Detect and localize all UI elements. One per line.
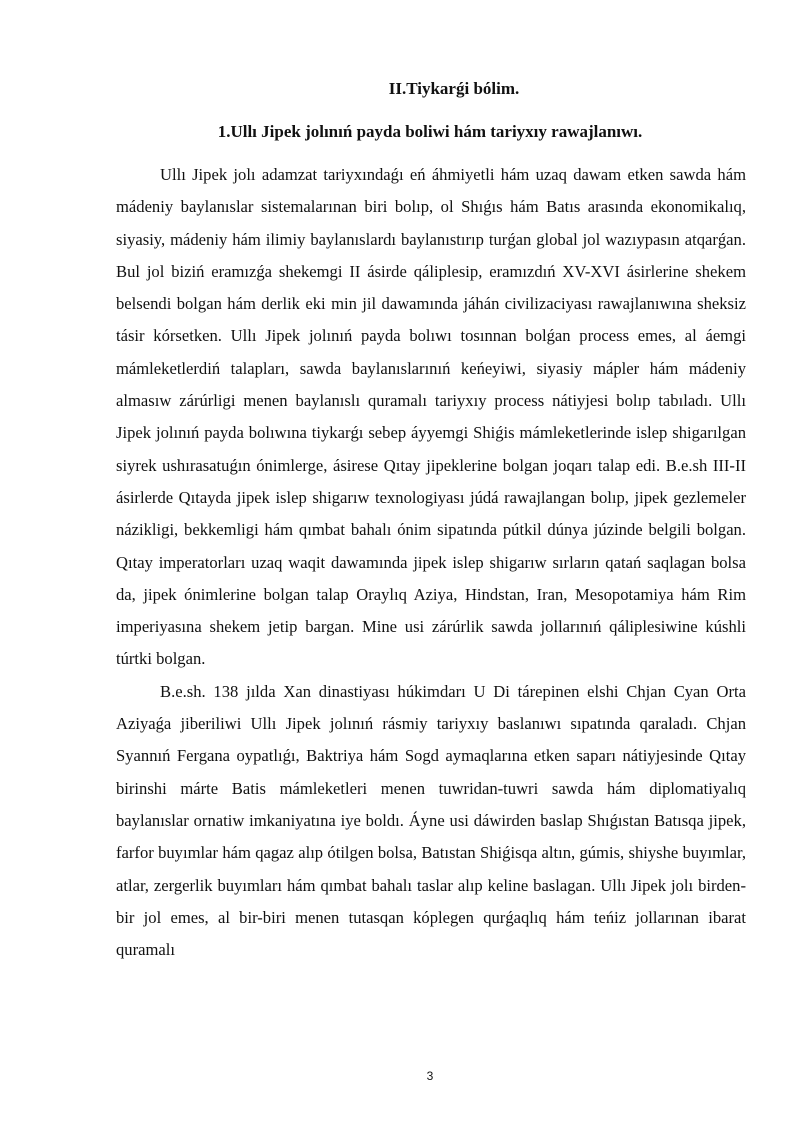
body-text xyxy=(116,159,746,966)
paragraph-2: B.e.sh. 138 jılda Xan dinastiyası húkimdarı U Di tárepinen elshi Chjan Cyan Orta Aziyaǵa jiberiliwi Ullı Jipek jolınıń rásmiy tariyxıy baslanıwı sıpatında qaraladı. Chjan Syannıń Fergana oypatlıǵı, Baktriya hám Sogd aymaqlarına etken saparı nátiyjesinde Qıtay birinshi márte Batis mámleketleri menen tuwridan-tuwri sawda hám diplomatiyalıq baylanıslar ornatiw imkaniyatına iye boldı. Áyne usi dáwirden baslap Shıǵıstan Batısqa jipek, farfor buyımlar hám qagaz alıp ótilgen bolsa, Batıstan Shiǵisqa altın, gúmis, shiyshe buyımlar, atlar, zergerlik buyımları hám qımbat bahalı taslar alıp keline baslagan. Ullı Jipek jolı birden-bir jol emes, al bir-biri menen tutasqan kóplegen qurǵaqlıq hám teńiz jollarınan ibarat quramalı xyxy=(116,681,746,960)
chapter-title: 1.Ullı Jipek jolınıń payda boliwi hám tariyxıy rawajlanıwı. xyxy=(217,122,643,141)
section-title: II.Tiykarǵi bólim. xyxy=(388,79,520,98)
paragraph-1: Ullı Jipek jolı adamzat tariyxındaǵı eń áhmiyetli hám uzaq dawam etken sawda hám mádeniy baylanıslar sistemalarınan biri bolıp, ol Shıǵıs hám Batıs arasında ekonomikalıq, siyasiy, mádeniy hám ilimiy baylanıslardı baylanıstırıp turǵan global jol wazıypasın atqarǵan. Bul jol biziń eramızǵa shekemgi II ásirde qáliplesip, eramızdıń XV-XVI ásirlerine shekem belsendi bolgan hám derlik eki min jil dawamında jáhán civilizaciyası rawajlanıwına sheksiz tásir kórsetken. Ullı Jipek jolınıń payda bolıwı tosınnan bolǵan process emes, al áemgi mámleketlerdiń talapları, sawda baylanıslarınıń keńeyiwi, siyasiy mápler hám mádeniy almasıw zárúrligi menen baylanıslı quramalı tariyxıy process nátiyjesi bolıp tabıladı. Ullı Jipek jolınıń payda bolıwına tiykarǵı sebep áyyemgi Shiǵis mámleketlerinde islep shigarılgan siyrek ushırasatuǵın ónimlerge, ásirese Qıtay jipeklerine bolgan joqarı talap edi. B.e.sh III-II ásirlerde Qıtayda jipek islep shigarıw texnologiyası júdá rawajlangan bolıp, jipek gezlemeler názikligi, bekkemligi hám qımbat bahalı ónim sipatında pútkil dúnya júzinde belgili bolgan. Qıtay imperatorları uzaq waqit dawamında jipek islep shigarıw sırların qatań saqlagan bolsa da, jipek ónimlerine bolgan talap Oraylıq Aziya, Hindstan, Iran, Mesopotamiya hám Rim imperiyasına shekem jetip bargan. Mine usi zárúrlik sawda jollarınıń qáliplesiwine kúshli túrtki bolgan. xyxy=(116,165,746,669)
page-number: 3 xyxy=(426,1069,434,1083)
